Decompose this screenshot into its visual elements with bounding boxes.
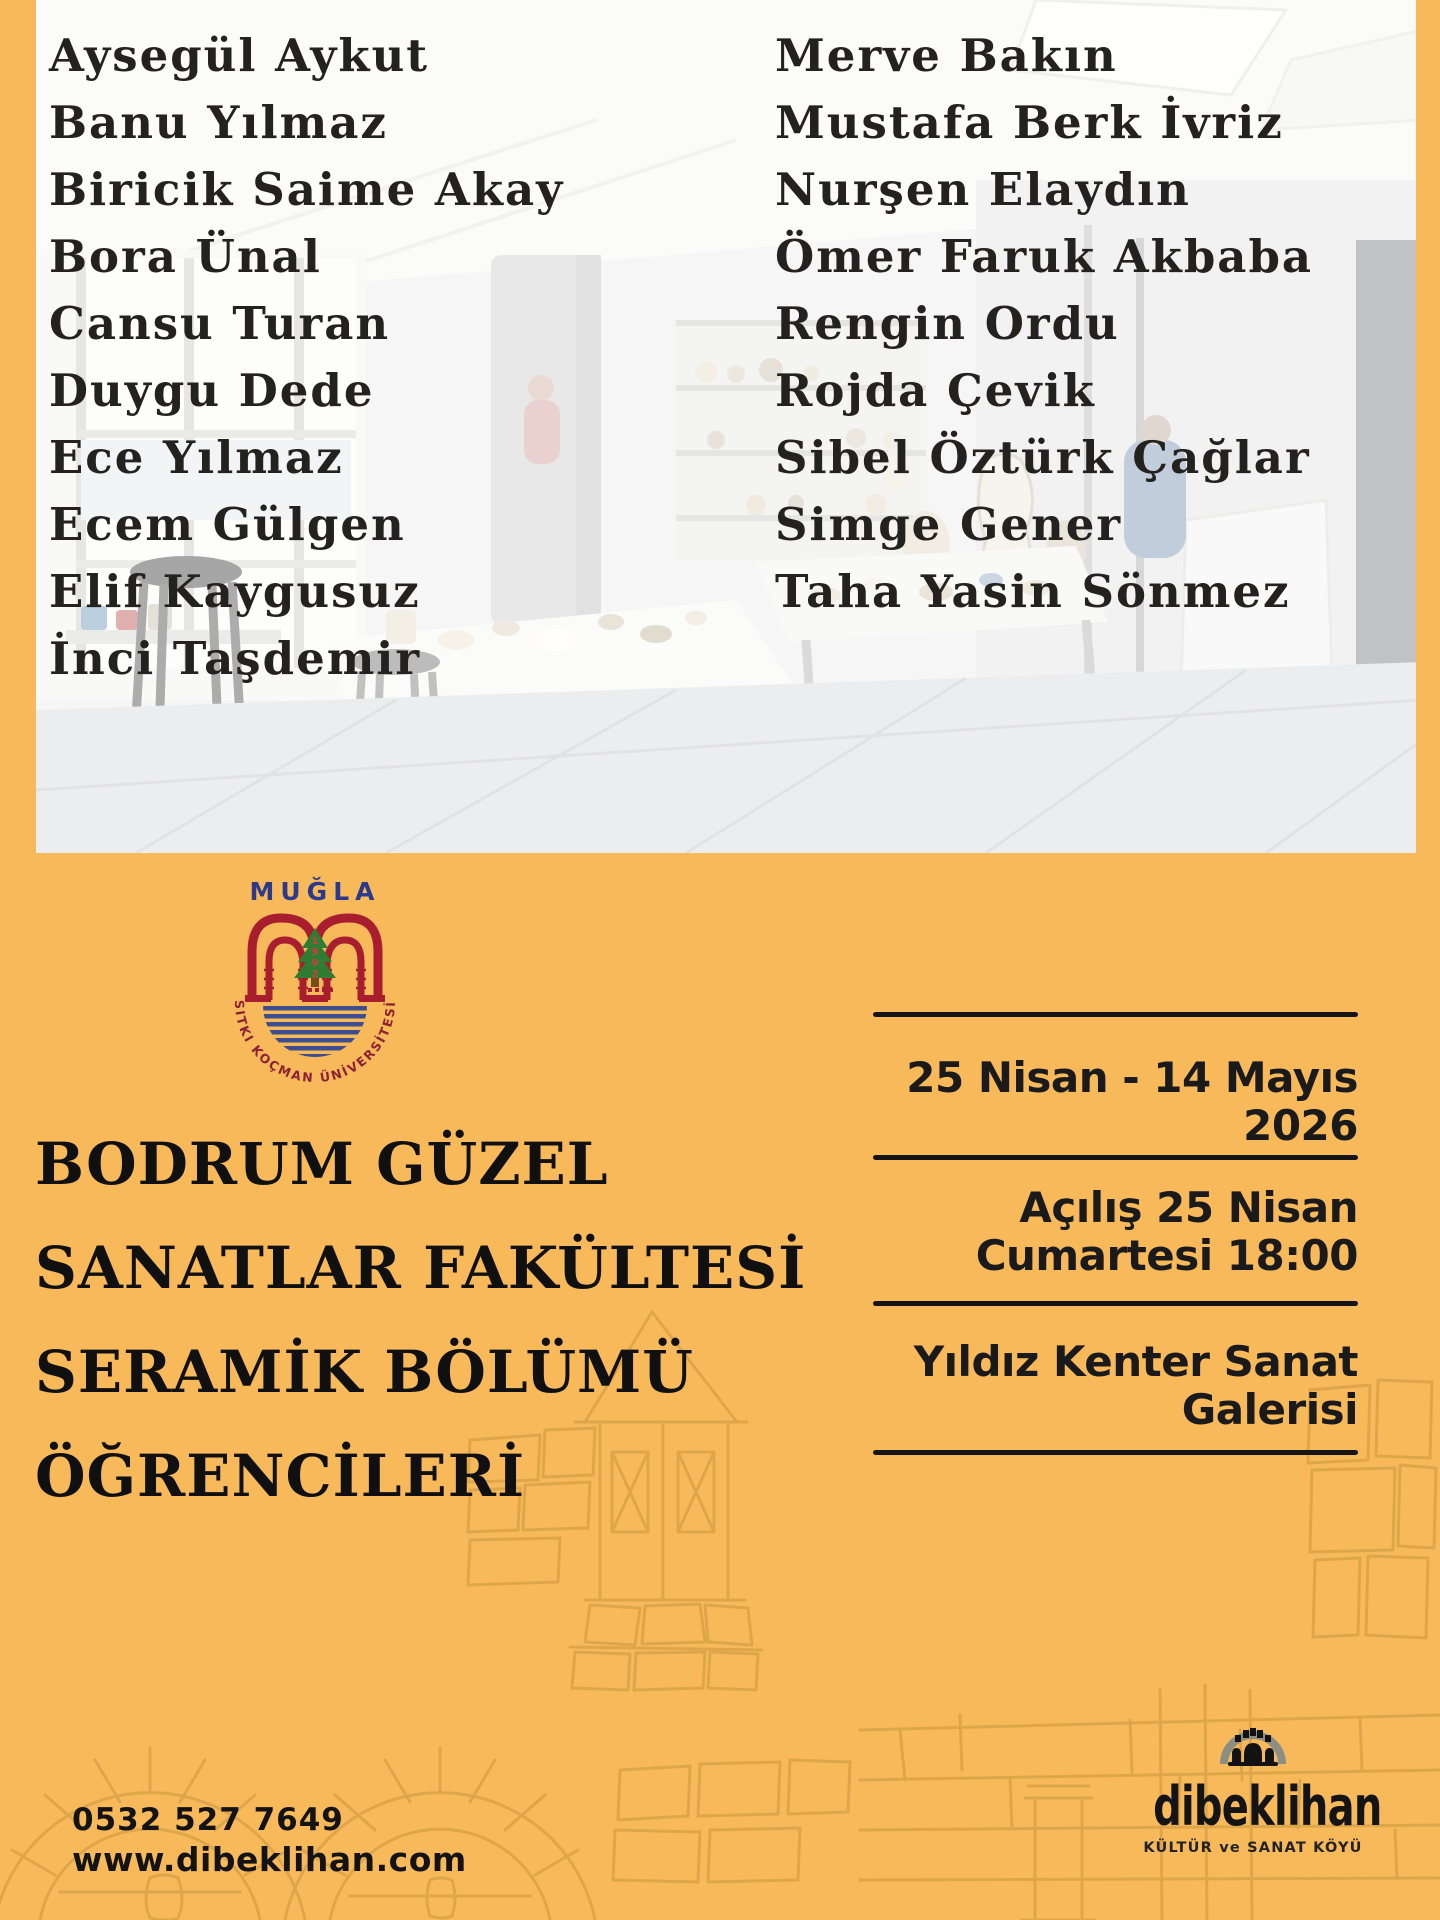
venue-info bbox=[873, 1338, 1358, 1434]
participant-name: Ece Yılmaz bbox=[49, 431, 344, 484]
year-digit: 2 bbox=[311, 969, 319, 980]
participant-name: Nurşen Elaydın bbox=[775, 163, 1191, 216]
date-range-line1: 25 Nisan - 14 Mayıs bbox=[906, 1053, 1358, 1102]
dibeklihan-logo bbox=[1118, 1712, 1388, 1856]
date-range-line2: 2026 bbox=[1243, 1101, 1358, 1150]
separator-line bbox=[873, 1012, 1358, 1017]
date-range bbox=[873, 1054, 1358, 1150]
year-digit: 9 bbox=[311, 947, 319, 958]
contact-block bbox=[72, 1800, 467, 1880]
participant-name: Ömer Faruk Akbaba bbox=[775, 230, 1314, 283]
contact-website: www.dibeklihan.com bbox=[72, 1840, 467, 1879]
opening-info bbox=[873, 1184, 1358, 1280]
participant-name: Merve Bakın bbox=[775, 29, 1118, 82]
participant-name: Aysegül Aykut bbox=[49, 29, 430, 82]
participant-name: Rengin Ordu bbox=[775, 297, 1120, 350]
venue-line1: Yıldız Kenter Sanat bbox=[913, 1337, 1358, 1386]
participant-name: Cansu Turan bbox=[49, 297, 391, 350]
participant-name: Rojda Çevik bbox=[775, 364, 1096, 417]
participants-left-column bbox=[49, 22, 564, 692]
year-digit: 1 bbox=[311, 936, 319, 947]
opening-line2: Cumartesi 18:00 bbox=[975, 1231, 1358, 1280]
participant-name: Duygu Dede bbox=[49, 364, 375, 417]
title-line: ÖĞRENCİLERİ bbox=[35, 1442, 526, 1510]
participant-name: İnci Taşdemir bbox=[49, 632, 422, 685]
mugla-logo-city-label: MUĞLA bbox=[249, 877, 381, 906]
participant-name: Ecem Gülgen bbox=[49, 498, 406, 551]
participant-name: Sibel Öztürk Çağlar bbox=[775, 431, 1311, 484]
participant-name: Simge Gener bbox=[775, 498, 1123, 551]
mugla-university-logo bbox=[225, 874, 405, 1104]
contact-phone: 0532 527 7649 bbox=[72, 1802, 344, 1838]
opening-line1: Açılış 25 Nisan bbox=[1019, 1183, 1358, 1232]
title-line: BODRUM GÜZEL bbox=[35, 1130, 609, 1198]
exhibition-title bbox=[35, 1112, 806, 1528]
dibeklihan-tagline: KÜLTÜR ve SANAT KÖYÜ bbox=[1143, 1840, 1363, 1856]
schedule-section bbox=[873, 0, 1382, 1920]
water-stripes-icon bbox=[255, 1006, 375, 1059]
year-digit: 9 bbox=[311, 958, 319, 969]
venue-line2: Galerisi bbox=[1181, 1385, 1358, 1434]
participant-name: Biricik Saime Akay bbox=[49, 163, 565, 216]
gate-icon bbox=[1216, 1712, 1290, 1768]
participant-name: Mustafa Berk İvriz bbox=[775, 96, 1284, 149]
title-line: SANATLAR FAKÜLTESİ bbox=[35, 1234, 807, 1302]
participant-name: Elif Kaygusuz bbox=[49, 565, 421, 618]
participant-name: Bora Ünal bbox=[49, 230, 322, 283]
participant-name: Taha Yasin Sönmez bbox=[775, 565, 1291, 618]
title-line: SERAMİK BÖLÜMÜ bbox=[35, 1338, 694, 1406]
separator-line bbox=[873, 1450, 1358, 1455]
university-circular-text: SITKI KOÇMAN ÜNİVERSİTESİ bbox=[231, 999, 399, 1086]
participant-name: Banu Yılmaz bbox=[49, 96, 388, 149]
separator-line bbox=[873, 1155, 1358, 1160]
separator-line bbox=[873, 1301, 1358, 1306]
dibeklihan-wordmark: dibeklihan bbox=[1153, 1775, 1382, 1838]
